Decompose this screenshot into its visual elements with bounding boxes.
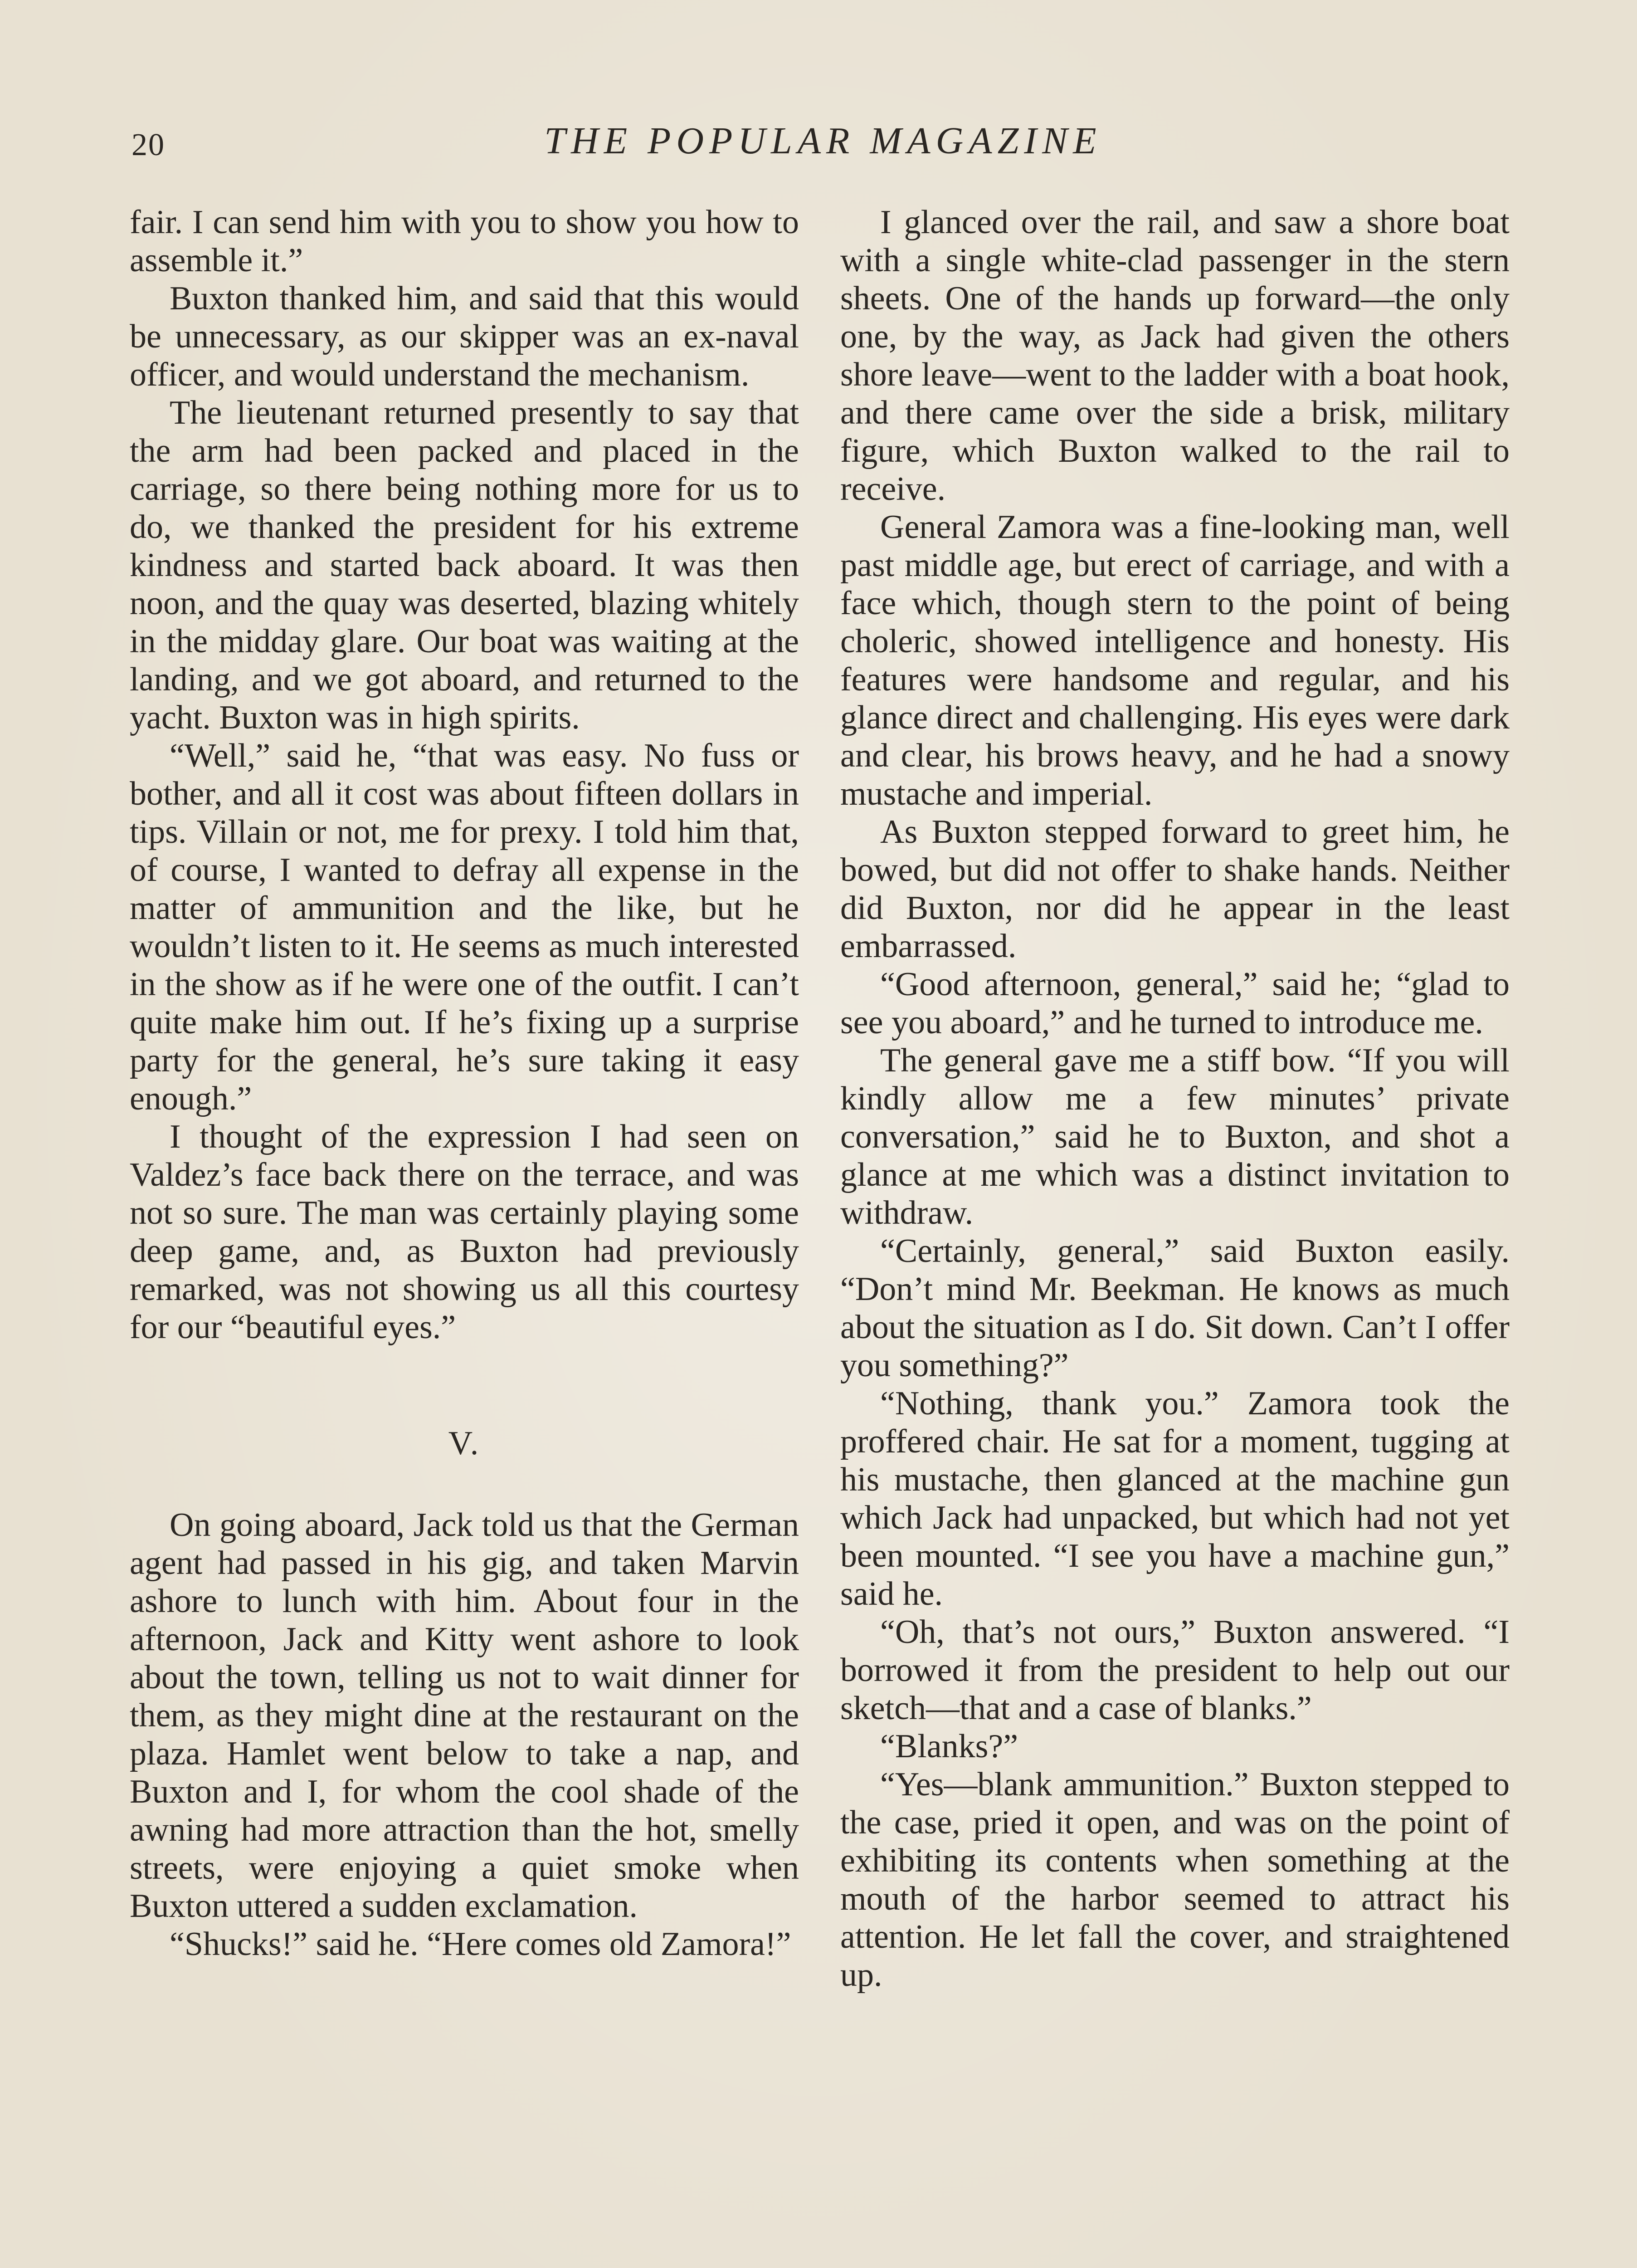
paragraph: “Yes—blank ammunition.” Buxton stepped to the case, pried it open, and was on the point of exhibiting its contents when something at the mouth of the harbor seemed to attract his attention. He let fall the cover, and straightened up. xyxy=(840,1766,1510,1994)
page-header xyxy=(132,119,1515,173)
paragraph: “Certainly, general,” said Buxton easily. “Don’t mind Mr. Beekman. He knows as much about the situation as I do. Sit down. Can’t I offer you something?” xyxy=(840,1232,1510,1384)
page-number: 20 xyxy=(132,127,165,162)
paragraph: The lieutenant returned presently to say that the arm had been packed and placed in the carriage, so there being nothing more for us to do, we thanked the president for his extreme kindness and started back aboard. It was then noon, and the quay was deserted, blazing whitely in the midday glare. Our boat was waiting at the landing, and we got aboard, and returned to the yacht. Buxton was in high spirits. xyxy=(130,394,799,736)
paragraph: “Well,” said he, “that was easy. No fuss or bother, and all it cost was about fifteen dollars in tips. Villain or not, me for prexy. I told him that, of course, I wanted to defray all expense in the matter of ammunition and the like, but he wouldn’t listen to it. He seems as much interested in the show as if he were one of the outfit. I can’t quite make him out. If he’s fixing up a surprise party for the general, he’s sure taking it easy enough.” xyxy=(130,737,799,1117)
right-column xyxy=(840,203,1510,1994)
paragraph: fair. I can send him with you to show you how to assemble it.” xyxy=(130,204,799,279)
paragraph: I thought of the expression I had seen on Valdez’s face back there on the terrace, and was not so sure. The man was certainly playing some deep game, and, as Buxton had previously remarked, was not showing us all this courtesy for our “beautiful eyes.” xyxy=(130,1118,799,1346)
paragraph: “Good afternoon, general,” said he; “glad to see you aboard,” and he turned to introduce me. xyxy=(840,966,1510,1041)
paragraph: General Zamora was a fine-looking man, well past middle age, but erect of carriage, and with a face which, though stern to the point of being choleric, showed intelligence and honesty. His features were handsome and regular, and his glance direct and challenging. His eyes were dark and clear, his brows heavy, and he had a snowy mustache and imperial. xyxy=(840,508,1510,812)
paragraph: “Shucks!” said he. “Here comes old Zamora!” xyxy=(170,1926,791,1963)
paragraph: On going aboard, Jack told us that the German agent had passed in his gig, and taken Marvin ashore to lunch with him. About four in the afternoon, Jack and Kitty went ashore to look about the town, telling us not to wait dinner for them, as they might dine at the restaurant on the plaza. Hamlet went below to take a nap, and Buxton and I, for whom the cool shade of the awning had more attraction than the hot, smelly streets, were enjoying a quiet smoke when Buxton uttered a sudden exclamation. xyxy=(130,1506,799,1925)
section-heading: V. xyxy=(448,1425,481,1462)
running-head: THE POPULAR MAGAZINE xyxy=(544,120,1102,162)
paragraph: As Buxton stepped forward to greet him, he bowed, but did not offer to shake hands. Neither did Buxton, nor did he appear in the least embarrassed. xyxy=(840,813,1510,965)
paragraph: I glanced over the rail, and saw a shore boat with a single white-clad passenger in the stern sheets. One of the hands up forward—the only one, by the way, as Jack had given the others shore leave—went to the ladder with a boat hook, and there came over the side a brisk, military figure, which Buxton walked to the rail to receive. xyxy=(840,204,1510,508)
left-column xyxy=(130,203,799,1963)
paragraph: “Blanks?” xyxy=(880,1728,1018,1765)
paragraph: Buxton thanked him, and said that this would be unnecessary, as our skipper was an ex-naval officer, and would understand the mechanism. xyxy=(130,280,799,393)
paragraph: The general gave me a stiff bow. “If you will kindly allow me a few minutes’ private conversation,” said he to Buxton, and shot a glance at me which was a distinct invitation to withdraw. xyxy=(840,1042,1510,1232)
paragraph: “Nothing, thank you.” Zamora took the proffered chair. He sat for a moment, tugging at his mustache, then glanced at the machine gun which Jack had unpacked, but which had not yet been mounted. “I see you have a machine gun,” said he. xyxy=(840,1385,1510,1613)
paragraph: “Oh, that’s not ours,” Buxton answered. “I borrowed it from the president to help out our sketch—that and a case of blanks.” xyxy=(840,1613,1510,1727)
